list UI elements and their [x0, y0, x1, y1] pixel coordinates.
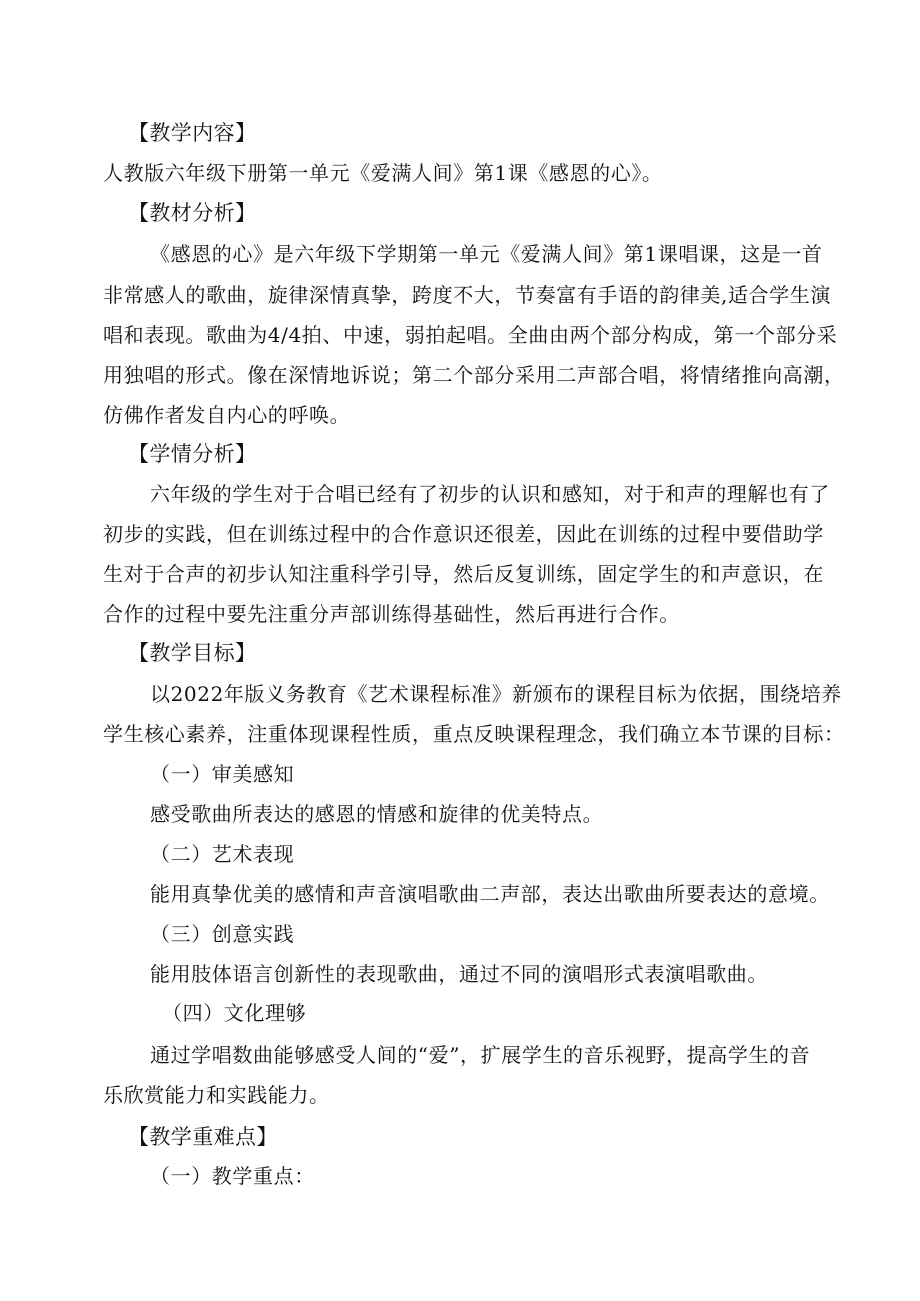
- heading-material-analysis: 【教材分析】: [128, 201, 257, 225]
- students-line-4: 合作的过程中要先注重分声部训练得基础性，然后再进行合作。: [103, 602, 680, 626]
- material-line-2: 非常感人的歌曲，旋律深情真挚，跨度不大，节奏富有手语的韵律美,适合学生演: [103, 283, 831, 307]
- heading-key-points: 【教学重难点】: [128, 1125, 278, 1149]
- goal-item-title: （二）艺术表现: [150, 842, 295, 866]
- keypoint-item-title: （一）教学重点：: [150, 1164, 315, 1188]
- material-line-1: 《感恩的心》是六年级下学期第一单元《爱满人间》第1课唱课，这是一首: [150, 242, 823, 266]
- heading-teaching-goals: 【教学目标】: [128, 641, 257, 665]
- students-line-1: 六年级的学生对于合唱已经有了初步的认识和感知，对于和声的理解也有了: [150, 482, 830, 506]
- students-line-2: 初步的实践，但在训练过程中的合作意识还很差，因此在训练的过程中要借助学: [103, 522, 824, 546]
- material-line-3: 唱和表现。歌曲为4/4拍、中速，弱拍起唱。全曲由两个部分构成，第一个部分采: [103, 323, 838, 347]
- goals-intro-line-1: 以2022年版义务教育《艺术课程标准》新颁布的课程目标为依据，围绕培养: [150, 682, 842, 706]
- goal-item-text: 通过学唱数曲能够感受人间的“爱”，扩展学生的音乐视野，提高学生的音: [150, 1043, 811, 1067]
- goal-item-title: （一）审美感知: [150, 762, 295, 786]
- material-line-4: 用独唱的形式。像在深情地诉说；第二个部分采用二声部合唱，将情绪推向高潮，: [103, 363, 845, 387]
- goal-item-title: （三）创意实践: [150, 922, 295, 946]
- heading-teaching-content: 【教学内容】: [128, 121, 257, 145]
- goal-item-text: 乐欣赏能力和实践能力。: [103, 1083, 330, 1107]
- goal-item-title: （四）文化理够: [162, 1001, 307, 1025]
- heading-student-analysis: 【学情分析】: [128, 442, 257, 466]
- content-line-1: 人教版六年级下册第一单元《爱满人间》第1课《感恩的心》。: [103, 161, 663, 185]
- goal-item-text: 能用真挚优美的感情和声音演唱歌曲二声部，表达出歌曲所要表达的意境。: [150, 882, 830, 906]
- material-line-5: 仿佛作者发自内心的呼唤。: [103, 403, 351, 427]
- goal-item-text: 感受歌曲所表达的感恩的情感和旋律的优美特点。: [150, 802, 604, 826]
- students-line-3: 生对于合声的初步认知注重科学引导，然后反复训练，固定学生的和声意识，在: [103, 562, 824, 586]
- goal-item-text: 能用肢体语言创新性的表现歌曲，通过不同的演唱形式表演唱歌曲。: [150, 962, 768, 986]
- goals-intro-line-2: 学生核心素养，注重体现课程性质，重点反映课程理念，我们确立本节课的目标：: [103, 722, 845, 746]
